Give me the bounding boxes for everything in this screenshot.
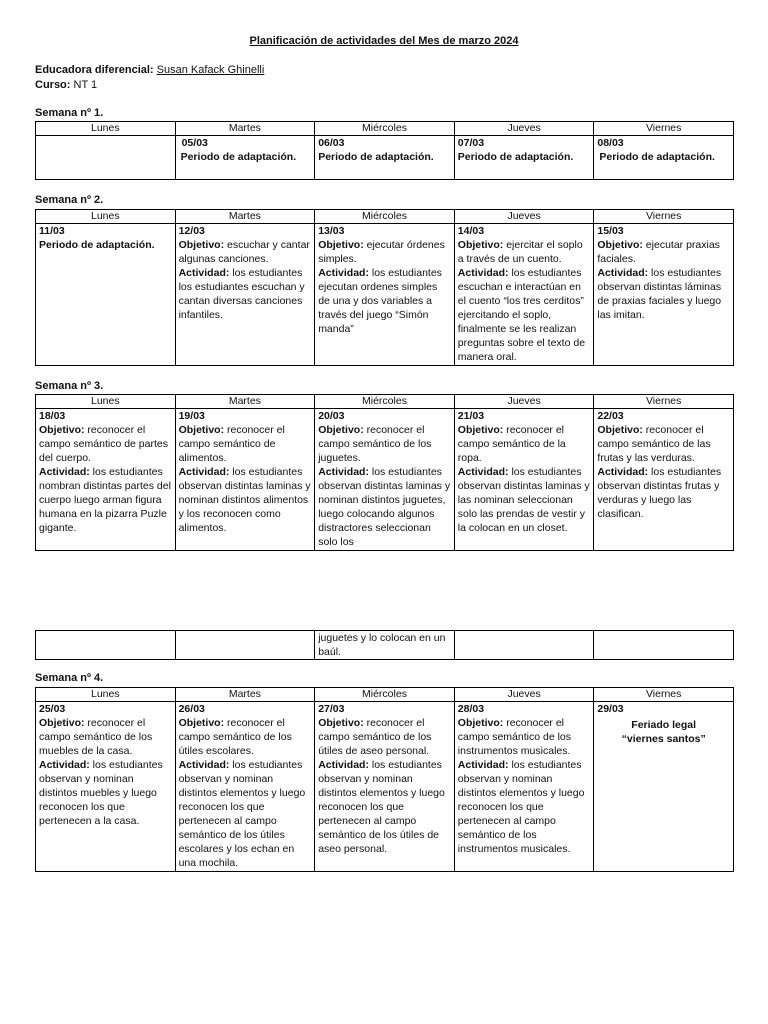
objective-text — [318, 716, 451, 758]
header-martes: Martes — [175, 210, 315, 224]
educator-label: Educadora diferencial: — [35, 64, 154, 76]
objective-label: Objetivo: — [597, 239, 643, 251]
table-header-row — [36, 210, 734, 224]
objective-label: Objetivo: — [457, 424, 504, 436]
activity-value: los estudiantes observan y nominan distintos muebles y luego reconocen los que pertenecen a la casa. — [39, 759, 163, 827]
cell-lunes — [36, 702, 176, 872]
activity-value: los estudiantes escuchan e interactúan en el cuento “los tres cerditos” ejercitando el soplo, finalmente se les realizan preguntas sobre el texto de manera oral. — [457, 267, 586, 363]
objective-label: Objetivo: — [597, 424, 643, 436]
cell-jueves — [454, 702, 594, 872]
objective-text — [179, 716, 312, 758]
objective-value: escuchar y cantar algunas canciones. — [178, 239, 310, 265]
activity-text — [318, 465, 451, 549]
activity-value: los estudiantes observan y nominan distintos elementos y luego reconocen los que pertenecen al campo semántico de los útiles de aseo personal. — [318, 759, 445, 855]
objective-label: Objetivo: — [39, 717, 85, 729]
date-label: 20/03 — [318, 410, 345, 422]
objective-label: Objetivo: — [457, 717, 504, 729]
cell-martes — [175, 631, 315, 660]
table-row — [36, 702, 734, 872]
activity-value: los estudiantes observan distintas frutas y verduras y luego las clasifican. — [597, 466, 722, 520]
week-2-heading: Semana nº 2. — [35, 194, 104, 206]
objective-value: reconocer el campo semántico de los instrumentos musicales. — [457, 717, 572, 757]
date-label: 28/03 — [457, 703, 485, 715]
objective-value: reconocer el campo semántico de partes del cuerpo. — [39, 424, 168, 464]
cell-miercoles — [315, 136, 455, 180]
objective-value: reconocer el campo semántico de la ropa. — [457, 424, 566, 464]
week-4-heading: Semana nº 4. — [35, 672, 104, 684]
week-1-heading: Semana nº 1. — [35, 107, 104, 119]
course-line — [35, 79, 97, 91]
cell-jueves — [454, 136, 594, 180]
holiday-subtitle: “viernes santos” — [621, 733, 706, 745]
cell-miercoles — [315, 409, 455, 551]
objective-value: reconocer el campo semántico de los útiles de aseo personal. — [318, 717, 432, 757]
objective-text — [179, 238, 312, 266]
objective-text — [458, 238, 591, 266]
header-lunes: Lunes — [36, 688, 176, 702]
course-label: Curso: — [35, 79, 71, 91]
activity-text — [318, 758, 451, 856]
activity-label: Actividad: — [178, 267, 230, 279]
cell-lunes — [36, 409, 176, 551]
objective-text — [39, 716, 172, 758]
week-3-heading: Semana nº 3. — [35, 380, 104, 392]
objective-label: Objetivo: — [178, 239, 225, 251]
activity-value: los estudiantes los estudiantes escuchan y cantan diversas canciones infantiles. — [178, 267, 305, 321]
date-label: 18/03 — [39, 410, 66, 422]
week-1-table — [35, 121, 734, 180]
date-label: 13/03 — [318, 225, 345, 237]
objective-text — [597, 238, 730, 266]
activity-label: Actividad: — [178, 759, 230, 771]
cell-viernes — [594, 409, 734, 551]
activity-label: Actividad: — [597, 267, 649, 279]
header-viernes: Viernes — [594, 210, 734, 224]
table-header-row — [36, 688, 734, 702]
header-miercoles: Miércoles — [315, 122, 455, 136]
activity-label: Actividad: — [457, 267, 509, 279]
header-miercoles: Miércoles — [315, 688, 455, 702]
objective-text — [458, 423, 591, 465]
objective-value: reconocer el campo semántico de alimentos. — [178, 424, 285, 464]
table-row — [36, 136, 734, 180]
cell-jueves — [454, 224, 594, 366]
objective-value: reconocer el campo semántico de los muebles de la casa. — [39, 717, 153, 757]
cell-martes — [175, 409, 315, 551]
cell-text: Periodo de adaptación. — [39, 239, 155, 251]
activity-label: Actividad: — [597, 466, 649, 478]
cell-martes — [175, 136, 315, 180]
cell-miercoles — [315, 224, 455, 366]
week-3-continuation-table — [35, 630, 734, 660]
date-label: 08/03 — [597, 137, 624, 149]
cell-miercoles — [315, 631, 455, 660]
date-label: 25/03 — [39, 703, 66, 715]
date-label: 27/03 — [318, 703, 345, 715]
cell-lunes — [36, 224, 176, 366]
activity-text — [458, 465, 591, 535]
activity-label: Actividad: — [457, 466, 509, 478]
header-martes: Martes — [175, 688, 315, 702]
activity-text — [39, 465, 172, 535]
table-row — [36, 224, 734, 366]
activity-value: los estudiantes nombran distintas partes del cuerpo luego arman figura humana en la pizarra Puzle gigante. — [39, 466, 171, 534]
objective-value: reconocer el campo semántico de las frutas y las verduras. — [597, 424, 711, 464]
date-label: 12/03 — [178, 225, 205, 237]
header-lunes: Lunes — [36, 395, 176, 409]
cell-jueves — [454, 631, 594, 660]
header-lunes: Lunes — [36, 210, 176, 224]
cell-text: juguetes y lo colocan en un baúl. — [318, 632, 446, 658]
cell-viernes — [594, 136, 734, 180]
header-jueves: Jueves — [454, 688, 594, 702]
cell-martes — [175, 224, 315, 366]
activity-text — [597, 465, 730, 521]
activity-value: los estudiantes observan y nominan distintos elementos y luego reconocen los que pertenecen al campo semántico de los instrumentos musicales. — [457, 759, 585, 855]
objective-value: reconocer el campo semántico de los juguetes. — [318, 424, 432, 464]
objective-text — [179, 423, 312, 465]
activity-text — [179, 758, 312, 870]
cell-lunes — [36, 136, 176, 180]
header-martes: Martes — [175, 395, 315, 409]
date-label: 14/03 — [457, 225, 485, 237]
header-jueves: Jueves — [454, 210, 594, 224]
activity-label: Actividad: — [318, 759, 369, 771]
activity-label: Actividad: — [39, 759, 90, 771]
activity-text — [39, 758, 172, 828]
course-value: NT 1 — [73, 79, 98, 91]
activity-text — [458, 266, 591, 364]
activity-value: los estudiantes ejecutan ordenes simples de una y dos variables a través del juego “Simón manda” — [318, 267, 442, 335]
header-miercoles: Miércoles — [315, 395, 455, 409]
activity-value: los estudiantes observan distintas laminas y nominan distintos alimentos y los reconocen como alimentos. — [178, 466, 311, 534]
header-viernes: Viernes — [594, 395, 734, 409]
activity-text — [179, 266, 312, 322]
objective-label: Objetivo: — [178, 717, 225, 729]
header-martes: Martes — [175, 122, 315, 136]
objective-label: Objetivo: — [178, 424, 225, 436]
cell-text: Periodo de adaptación. — [457, 151, 574, 163]
date-label: 21/03 — [457, 410, 485, 422]
date-label: 29/03 — [597, 703, 624, 715]
holiday-title: Feriado legal — [631, 719, 697, 731]
objective-label: Objetivo: — [457, 239, 504, 251]
objective-value: reconocer el campo semántico de los útiles escolares. — [178, 717, 292, 757]
objective-value: ejecutar órdenes simples. — [318, 239, 445, 265]
date-label: 15/03 — [597, 225, 624, 237]
table-row — [36, 409, 734, 551]
activity-label: Actividad: — [178, 466, 230, 478]
objective-text — [318, 238, 451, 266]
activity-label: Actividad: — [318, 466, 369, 478]
header-viernes: Viernes — [594, 122, 734, 136]
activity-value: los estudiantes observan distintas láminas de praxias faciales y luego las imitan. — [597, 267, 722, 321]
activity-text — [597, 266, 730, 322]
document-title: Planificación de actividades del Mes de marzo 2024 — [249, 35, 519, 47]
activity-value: los estudiantes observan distintas laminas y las nominan seleccionan solo las prendas de vestir y la colocan en un closet. — [457, 466, 590, 534]
date-label: 07/03 — [457, 137, 485, 149]
objective-text — [39, 423, 172, 465]
activity-label: Actividad: — [457, 759, 509, 771]
objective-value: ejercitar el soplo a través de un cuento. — [457, 239, 583, 265]
cell-viernes — [594, 224, 734, 366]
activity-label: Actividad: — [39, 466, 90, 478]
educator-line — [35, 64, 264, 76]
cell-miercoles — [315, 702, 455, 872]
objective-label: Objetivo: — [318, 239, 364, 251]
activity-label: Actividad: — [318, 267, 369, 279]
cell-jueves — [454, 409, 594, 551]
cell-text: Periodo de adaptación. — [599, 151, 715, 163]
table-row — [36, 631, 734, 660]
date-label: 05/03 — [181, 137, 208, 149]
activity-value: los estudiantes observan y nominan distintos elementos y luego reconocen los que pertenecen al campo semántico de los útiles escolares y los echan en una mochila. — [178, 759, 306, 869]
cell-lunes — [36, 631, 176, 660]
educator-name: Susan Kafack Ghinelli — [156, 64, 265, 76]
activity-text — [458, 758, 591, 856]
objective-label: Objetivo: — [318, 717, 364, 729]
objective-label: Objetivo: — [39, 424, 85, 436]
objective-text — [597, 423, 730, 465]
date-label: 06/03 — [318, 137, 345, 149]
date-label: 26/03 — [178, 703, 205, 715]
cell-text: Periodo de adaptación. — [180, 151, 297, 163]
activity-text — [179, 465, 312, 535]
activity-value: los estudiantes observan distintas laminas y nominan distintos juguetes, luego colocando algunos distractores seleccionan solo los — [318, 466, 451, 548]
week-4-table — [35, 687, 734, 872]
cell-text: Periodo de adaptación. — [318, 151, 434, 163]
header-lunes: Lunes — [36, 122, 176, 136]
cell-martes — [175, 702, 315, 872]
date-label: 19/03 — [178, 410, 205, 422]
cell-viernes — [594, 702, 734, 872]
header-miercoles: Miércoles — [315, 210, 455, 224]
header-viernes: Viernes — [594, 688, 734, 702]
objective-label: Objetivo: — [318, 424, 364, 436]
date-label: 22/03 — [597, 410, 624, 422]
date-label: 11/03 — [39, 225, 65, 237]
header-jueves: Jueves — [454, 122, 594, 136]
objective-text — [458, 716, 591, 758]
week-2-table — [35, 209, 734, 366]
objective-value: ejecutar praxias faciales. — [597, 239, 720, 265]
objective-text — [318, 423, 451, 465]
header-jueves: Jueves — [454, 395, 594, 409]
table-header-row — [36, 122, 734, 136]
activity-text — [318, 266, 451, 336]
cell-viernes — [594, 631, 734, 660]
week-3-table — [35, 394, 734, 551]
table-header-row — [36, 395, 734, 409]
